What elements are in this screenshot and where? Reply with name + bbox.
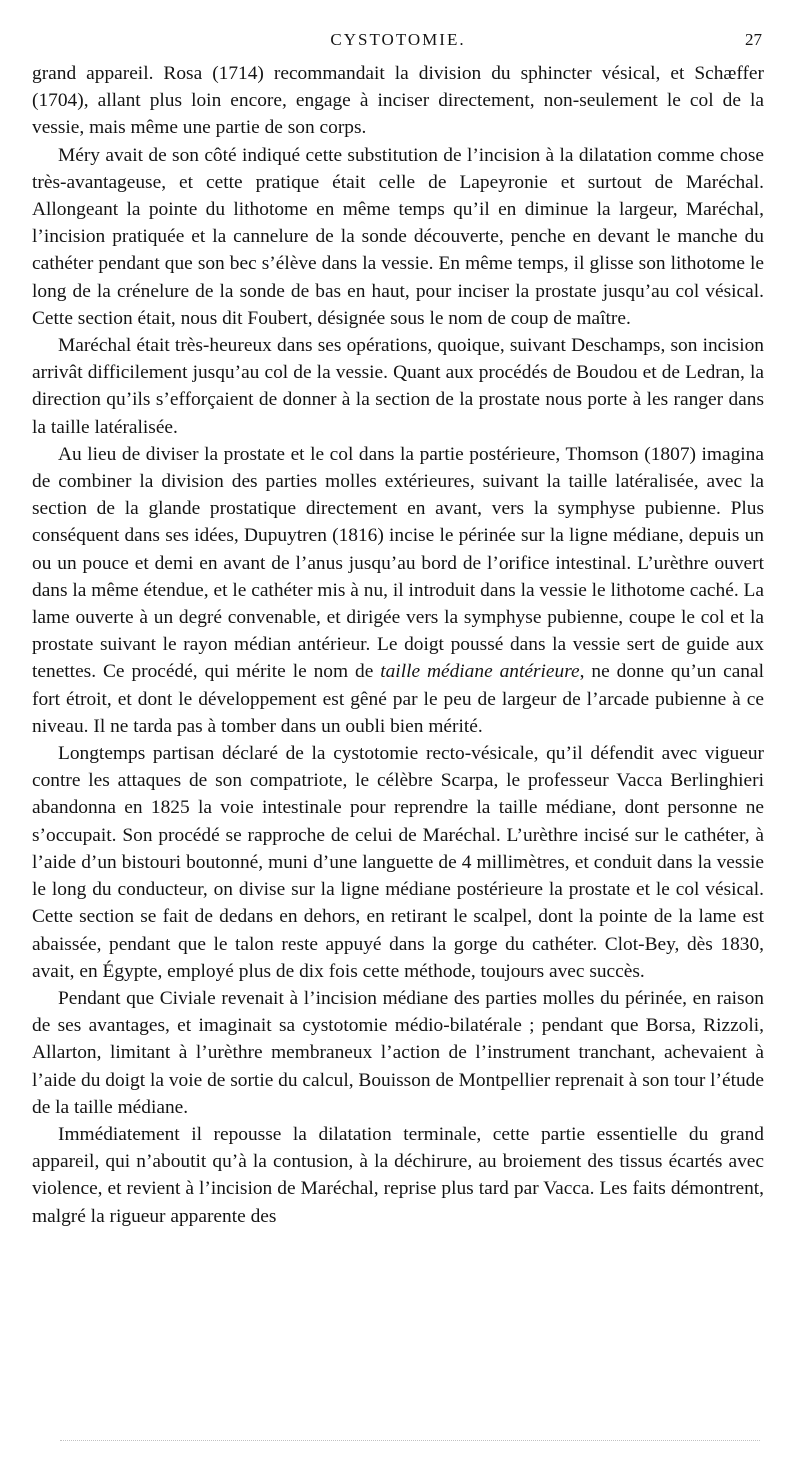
- body-text: [32, 60, 764, 1230]
- paragraph-2: Méry avait de son côté indiqué cette substitution de l’incision à la dilatation comme chose très-avantageuse, et cette pratique était celle de Lapeyronie et surtout de Maréchal. Allongeant la pointe du lithotome en même temps qu’il en diminue la largeur, Maréchal, l’incision pratiquée et la cannelure de la sonde découverte, penche en devant le manche du cathéter pendant que son bec s’élève dans la vessie. En même temps, il glisse son lithotome le long de la crénelure de la sonde de bas en haut, pour inciser la prostate jusqu’au col vésical. Cette section était, nous dit Foubert, désignée sous le nom de coup de maître.: [32, 144, 764, 329]
- paragraph-7: Immédiatement il repousse la dilatation terminale, cette partie essentielle du grand appareil, qui n’aboutit qu’à la contusion, à la déchirure, au broiement des tissus écartés avec violence, et revient à l’incision de Maréchal, reprise plus tard par Vacca. Les faits démontrent, malgré la rigueur apparente des: [32, 1123, 764, 1227]
- paragraph-4-before: Au lieu de diviser la prostate et le col dans la partie postérieure, Thomson (1807) imagina de combiner la division des parties molles extérieures, suivant la taille latéralisée, avec la section de la glande prostatique directement en avant, vers la symphyse pubienne. Plus conséquent dans ses idées, Dupuytren (1816) incise le périnée sur la ligne médiane, depuis un ou un pouce et demi en avant de l’anus jusqu’au bord de l’orifice intestinal. L’urèthre ouvert dans la même étendue, et le cathéter mis à nu, il introduit dans la vessie le lithotome caché. La lame ouverte à un degré convenable, et dirigée vers la symphyse pubienne, coupe le col et la prostate suivant le rayon médian antérieur. Le doigt poussé dans la vessie sert de guide aux tenettes. Ce procédé, qui mérite le nom de: [32, 443, 764, 683]
- document-page: [32, 28, 764, 1230]
- paragraph-4-italic-term: taille médiane antérieure: [380, 661, 580, 683]
- running-header: [32, 28, 764, 56]
- paragraph-6: Pendant que Civiale revenait à l’incision médiane des parties molles du périnée, en raison de ses avantages, et imaginait sa cystotomie médio-bilatérale ; pendant que Borsa, Rizzoli, Allarton, limitant à l’urèthre membraneux l’action de l’instrument tranchant, achevaient à l’aide du doigt la voie de sortie du calcul, Bouisson de Montpellier reprenait à son tour l’étude de la taille médiane.: [32, 987, 764, 1118]
- footer-bleed-rule: [60, 1440, 760, 1441]
- page-number: 27: [745, 30, 762, 49]
- paragraph-3: Maréchal était très-heureux dans ses opérations, quoique, suivant Deschamps, son incision arrivât difficilement jusqu’au col de la vessie. Quant aux procédés de Boudou et de Ledran, la direction qu’ils s’efforçaient de donner à la section de la prostate nous porte à les ranger dans la taille latéralisée.: [32, 335, 764, 438]
- running-title: CYSTOTOMIE.: [330, 30, 466, 49]
- paragraph-1: grand appareil. Rosa (1714) recommandait la division du sphincter vésical, et Schæffer (1704), allant plus loin encore, engage à inciser directement, non-seulement le col de la vessie, mais même une partie de son corps.: [32, 63, 764, 139]
- paragraph-4: [32, 441, 764, 740]
- paragraph-5: Longtemps partisan déclaré de la cystotomie recto-vésicale, qu’il défendit avec vigueur contre les attaques de son compatriote, le célèbre Scarpa, le professeur Vacca Berlinghieri abandonna en 1825 la voie intestinale pour reprendre la taille médiane, dont personne ne s’occupait. Son procédé se rapproche de celui de Maréchal. L’urèthre incisé sur le cathéter, à l’aide d’un bistouri boutonné, muni d’une languette de 4 millimètres, et conduit dans la vessie le long du conducteur, on divise sur la ligne médiane postérieure la prostate et le col vésical. Cette section se fait de dedans en dehors, en retirant le scalpel, dont la pointe de la lame est abaissée, pendant que le talon reste appuyé dans la gorge du cathéter. Clot-Bey, dès 1830, avait, en Égypte, employé plus de dix fois cette méthode, toujours avec succès.: [32, 743, 764, 982]
- paragraph-4-after: , ne donne qu’un canal fort étroit, et dont le développement est gêné par le peu de largeur de l’arcade pubienne à ce niveau. Il ne tarda pas à tomber dans un oubli bien mérité.: [32, 661, 764, 737]
